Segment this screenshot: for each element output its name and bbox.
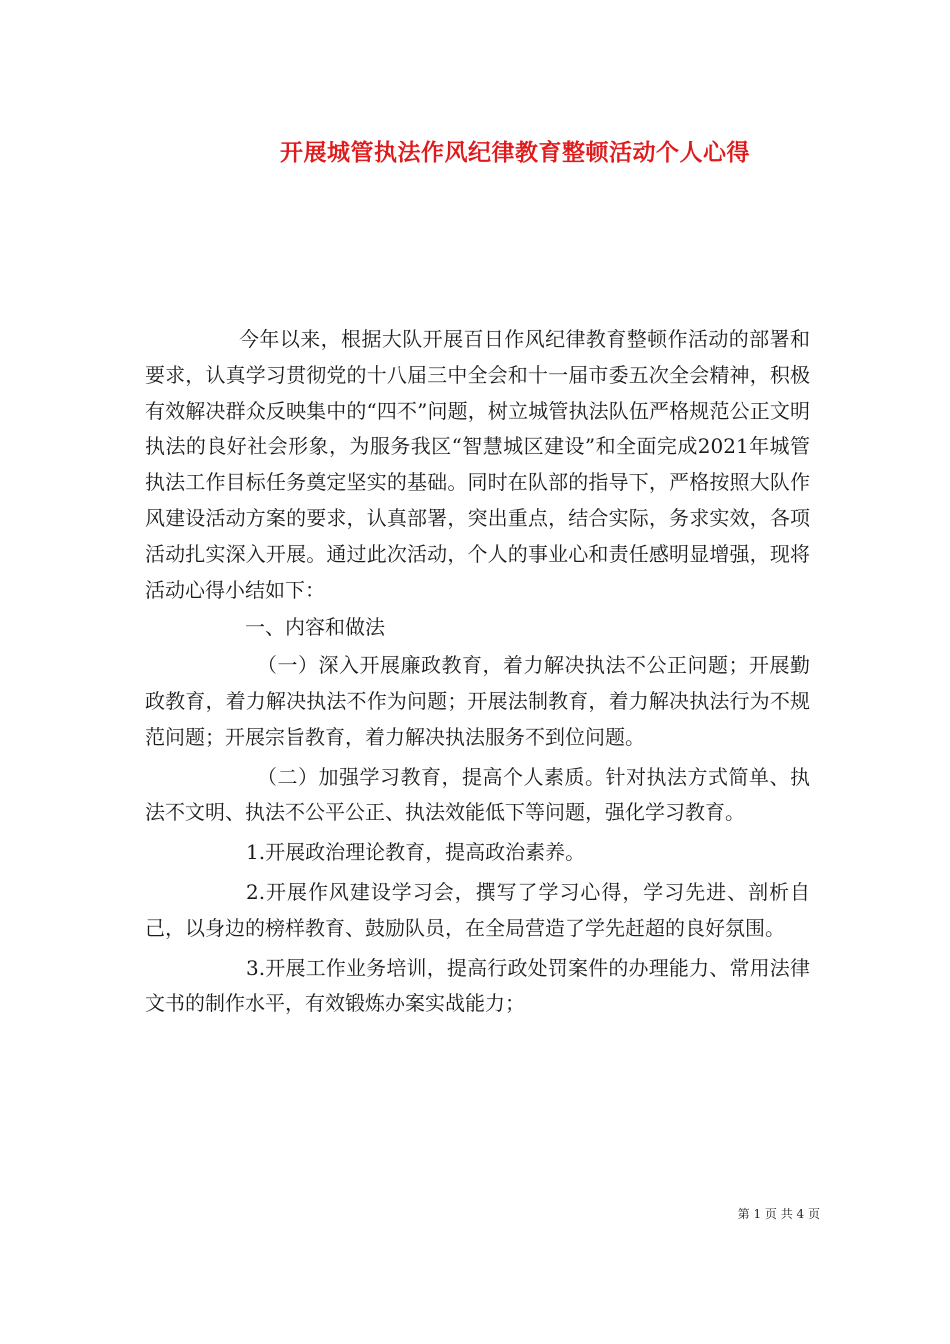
subsection-1-paragraph: （一）深入开展廉政教育，着力解决执法不公正问题；开展勤政教育，着力解决执法不作为问题；开展法制教育，着力解决执法行为不规范问题；开展宗旨教育，着力解决执法服务不到位问题。: [145, 653, 810, 749]
item-1-paragraph: 1.开展政治理论教育，提高政治素养。: [246, 840, 586, 865]
subsection-2-paragraph: （二）加强学习教育，提高个人素质。针对执法方式简单、执法不文明、执法不公平公正、执法效能低下等问题，强化学习教育。: [145, 764, 810, 825]
section-heading: 一、内容和做法: [245, 615, 385, 640]
page-number-footer: 第 1 页 共 4 页: [737, 1207, 820, 1221]
document-body: [145, 322, 810, 1022]
item-3-paragraph: 3.开展工作业务培训，提高行政处罚案件的办理能力、常用法律文书的制作水平，有效锻炼办案实战能力；: [145, 955, 810, 1016]
document-title: 开展城管执法作风纪律教育整顿活动个人心得: [280, 139, 750, 166]
item-2-paragraph: 2.开展作风建设学习会，撰写了学习心得，学习先进、剖析自己，以身边的榜样教育、鼓励队员，在全局营造了学先赶超的良好氛围。: [145, 879, 810, 940]
intro-paragraph: 今年以来，根据大队开展百日作风纪律教育整顿作活动的部署和要求，认真学习贯彻党的十八届三中全会和十一届市委五次全会精神，积极有效解决群众反映集中的“四不”问题，树立城管执法队伍严格规范公正文明执法的良好社会形象，为服务我区“智慧城区建设”和全面完成2021年城管执法工作目标任务奠定坚实的基础。同时在队部的指导下，严格按照大队作风建设活动方案的要求，认真部署，突出重点，结合实际，务求实效，各项活动扎实深入开展。通过此次活动，个人的事业心和责任感明显增强，现将活动心得小结如下：: [145, 327, 810, 602]
